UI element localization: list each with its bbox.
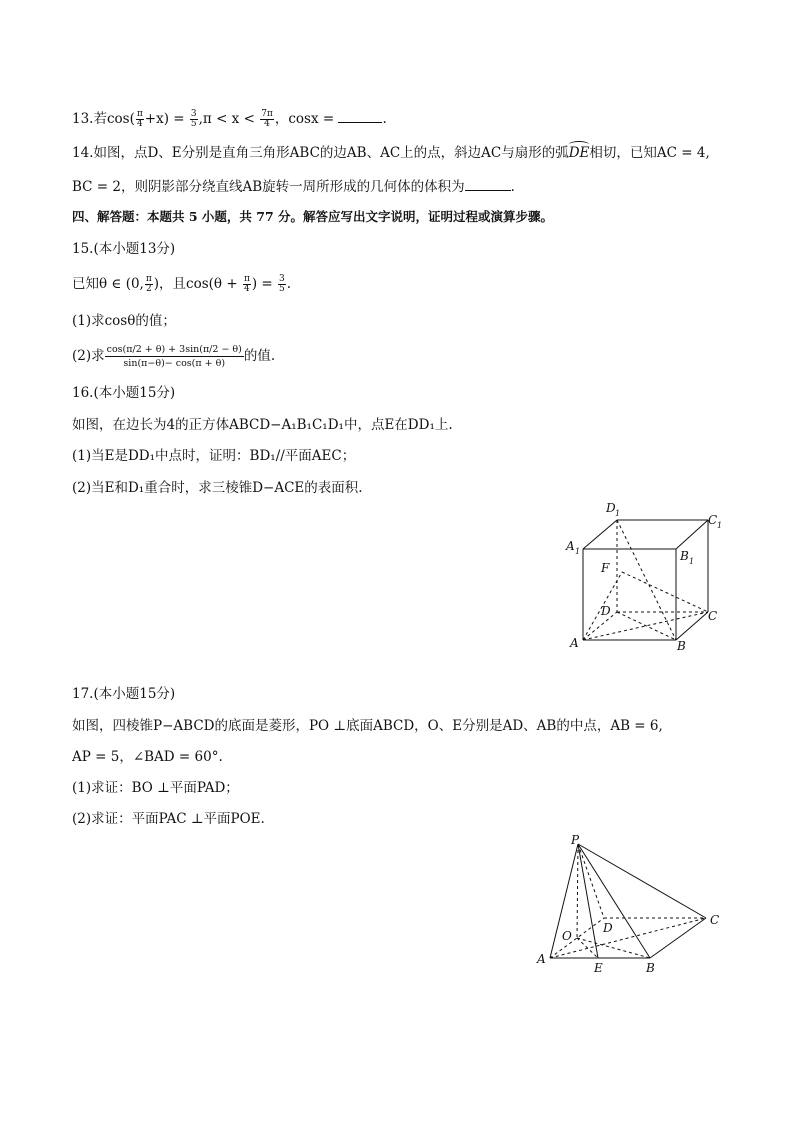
q13-text: ,π < x < — [198, 111, 260, 127]
label-E: E — [594, 961, 603, 975]
fraction-num: π — [145, 274, 152, 284]
fraction-num: π — [243, 274, 250, 284]
label-B1-sub: 1 — [689, 557, 695, 566]
q16-part-2: (2)当E和D₁重合时，求三棱锥D−ACE的表面积. — [72, 480, 363, 496]
expression-fraction — [105, 343, 244, 370]
label-A: A — [570, 636, 579, 650]
q15-given — [72, 274, 291, 294]
label-A1-sub: 1 — [575, 547, 581, 556]
q14-text: . — [510, 179, 515, 195]
label-F: F — [601, 561, 610, 575]
q15-title: 15.(本小题13分) — [72, 241, 176, 257]
answer-blank[interactable] — [338, 108, 382, 123]
label-D: D — [601, 604, 611, 618]
q15-text: (2)求 — [72, 348, 105, 364]
fraction — [136, 110, 144, 129]
q14-text: 14.如图，点D、E分别是直角三角形ABC的边AB、AC上的点，斜边AC与扇形的弧 — [72, 145, 569, 161]
q17-line-2: AP = 5，∠BAD = 60°. — [72, 749, 223, 765]
label-C1: C — [708, 513, 718, 527]
q14-text: 相切，已知AC = 4, — [589, 145, 710, 161]
label-D: D — [603, 921, 613, 935]
fraction-num: 3 — [190, 109, 197, 119]
fraction — [278, 275, 286, 294]
label-P: P — [571, 833, 580, 847]
label-B: B — [677, 639, 686, 653]
fraction-num: π — [136, 109, 143, 119]
fraction — [243, 275, 251, 294]
fraction-den: 4 — [244, 284, 250, 294]
q15-text: 的值. — [243, 348, 276, 364]
q15-text: ) = — [251, 276, 278, 292]
fraction-den: 2 — [145, 284, 152, 294]
arc-de: DE — [568, 145, 590, 161]
fraction — [260, 110, 274, 129]
q15-text: 已知θ ∈ (0, — [72, 276, 144, 292]
label-C1-sub: 1 — [717, 521, 723, 530]
label-D1: D — [606, 501, 616, 515]
label-D1-sub: 1 — [615, 509, 621, 518]
fraction — [145, 275, 153, 294]
q17-part-1: (1)求证：BO ⊥平面PAD； — [72, 780, 239, 796]
label-B1: B — [680, 549, 689, 563]
fraction-den: 4 — [264, 119, 270, 129]
q14-text: BC = 2，则阴影部分绕直线AB旋转一周所形成的几何体的体积为 — [72, 179, 465, 195]
question-14-line-2 — [72, 176, 515, 197]
answer-blank[interactable] — [465, 176, 511, 191]
label-A: A — [537, 952, 546, 966]
fraction-num: cos(π/2 + θ) + 3sin(π/2 − θ) — [106, 344, 242, 355]
fraction-den: 5 — [190, 119, 197, 129]
q16-title: 16.(本小题15分) — [72, 385, 176, 401]
q15-part-2 — [72, 343, 275, 370]
q13-text: ，cosx = — [274, 111, 339, 127]
q13-text: 若cos( — [93, 111, 135, 127]
fraction-num: 3 — [279, 274, 285, 284]
question-13 — [72, 108, 387, 129]
q15-text: . — [286, 276, 292, 292]
q13-text: . — [382, 111, 387, 127]
q15-part-1: (1)求cosθ的值； — [72, 313, 176, 329]
fraction-den: sin(π−θ)− cos(π + θ) — [123, 358, 226, 369]
fraction-den: 5 — [279, 284, 285, 294]
q13-number: 13. — [72, 111, 94, 127]
label-C: C — [708, 609, 718, 623]
section-heading: 四、解答题：本题共 5 小题，共 77 分。解答应写出文字说明，证明过程或演算步骤。 — [72, 209, 554, 224]
q17-line-1: 如图，四棱锥P−ABCD的底面是菱形，PO ⊥底面ABCD，O、E分别是AD、AB的中点，AB = 6, — [72, 718, 663, 734]
q17-part-2: (2)求证：平面PAC ⊥平面POE. — [72, 811, 265, 827]
label-B: B — [646, 961, 655, 975]
q17-title: 17.(本小题15分) — [72, 686, 176, 702]
fraction — [190, 110, 198, 129]
label-C: C — [710, 913, 720, 927]
q13-text: +x) = — [144, 111, 189, 127]
fraction-den: 4 — [136, 119, 143, 129]
label-A1: A — [566, 539, 575, 553]
q16-given: 如图，在边长为4的正方体ABCD−A₁B₁C₁D₁中，点E在DD₁上. — [72, 417, 453, 433]
label-O: O — [562, 929, 572, 943]
q15-text: )，且cos(θ + — [153, 276, 242, 292]
q16-part-1: (1)当E是DD₁中点时，证明：BD₁//平面AEC； — [72, 448, 356, 464]
fraction-num: 7π — [261, 109, 273, 119]
question-14-line-1 — [72, 143, 710, 163]
